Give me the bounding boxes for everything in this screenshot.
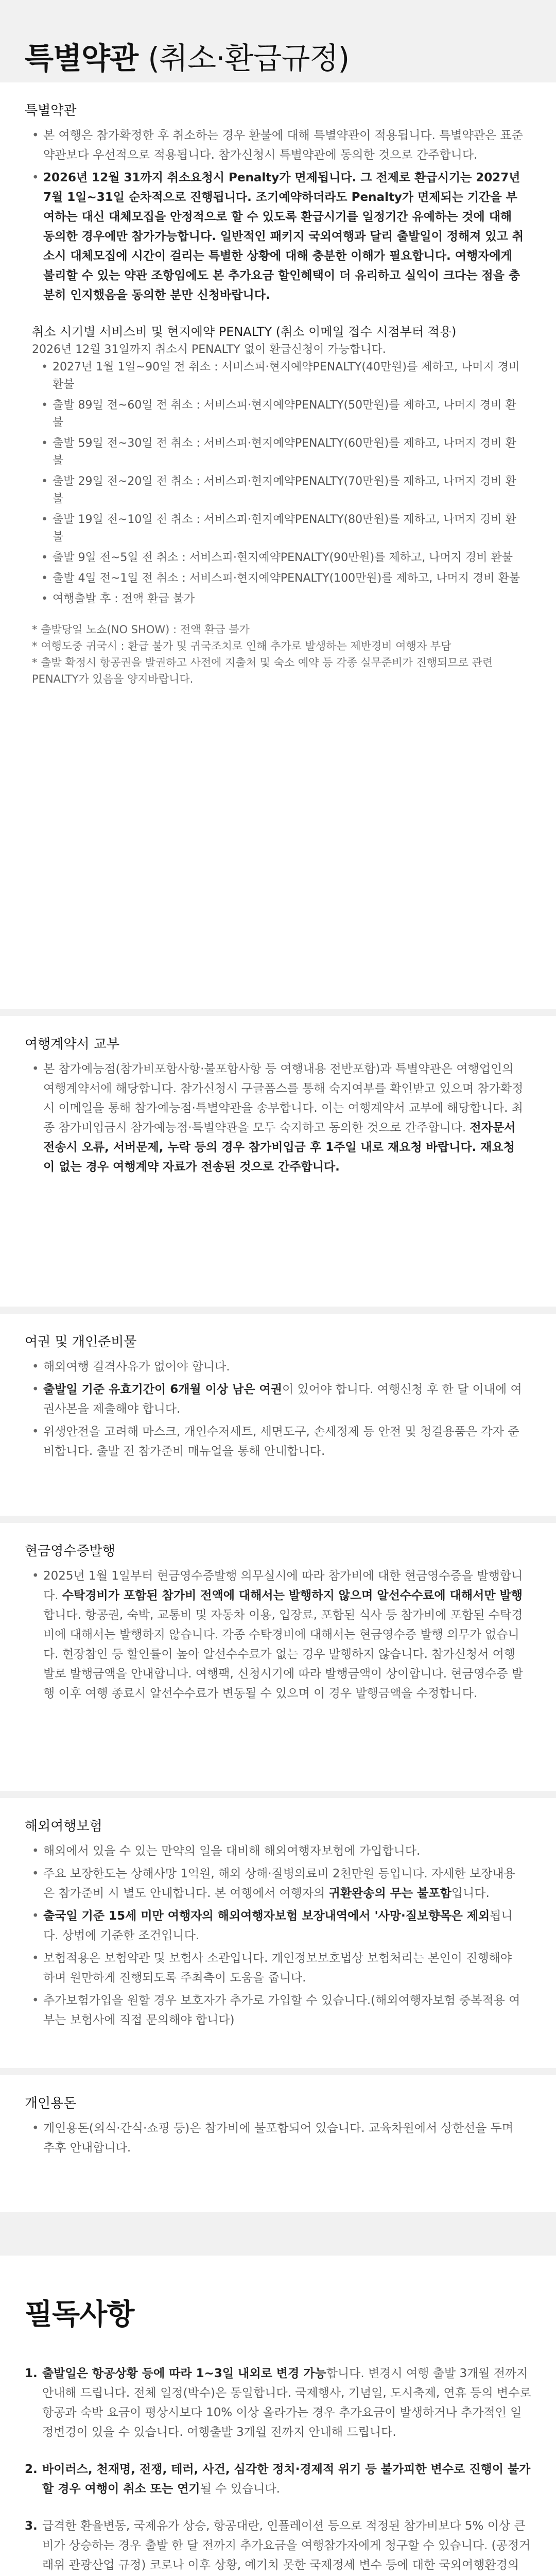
notice-item: 3. 급격한 환율변동, 국제유가 상승, 항공대란, 인플레이션 등으로 적정된 참가비보다 5% 이상 큰비가 상승하는 경우 출발 한 달 전까지 추가요금을 여행참가자에게 청구할 수 있습니다. (공정거래위 관광산업 규정) 코로나 이후 상황, 예기치 못한 국제정세 변수 등에 대한 국외여행환경의 xyxy=(25,2519,531,2572)
section-heading: 해외여행보험 xyxy=(25,1819,102,1834)
list-item: • 해외에서 있을 수 있는 만약의 일을 대비해 해외여행자보험에 가입합니다. xyxy=(32,1841,524,1861)
list-item: • 2026년 12월 31까지 취소요청시 Penalty가 면제됩니다. 그 전제로 환급시기는 2027년 7월 1일~31일 순차적으로 진행됩니다. 조기예약하더라도 Penalty가 면제되는 기간을 부여하는 대신 대체모집을 안정적으로 할 수 있도록 환급시기를 일정기간 유예하는 것에 대해 동의한 경우에만 참가가능합니다. 일반적인 패키지 국외여행과 달리 출발일이 정해져 있고 취소시 대체모집에 시간이 걸리는 특별한 상황에 대해 충분한 이해가 필요합니다. 여행자에게 불리할 수 있는 약관 조항임에도 본 추가요금 할인혜택이 더 유리하고 실익이 크다는 점을 충분히 인지했음을 동의한 분만 신청바랍니다. xyxy=(32,168,524,305)
personal-money-section xyxy=(0,2075,556,2212)
section-heading: 현금영수증발행 xyxy=(25,1544,115,1559)
contract-section xyxy=(0,1016,556,1307)
penalty-heading: 취소 시기별 서비스비 및 현지예약 PENALTY (취소 이메일 접수 시점부터 적용) xyxy=(32,325,457,339)
notice-item: 2. 바이러스, 천재명, 전쟁, 테러, 사건, 심각한 정치·경제적 위기 등 불가피한 변수로 진행이 불가할 경우 여행이 취소 또는 연기될 수 있습니다. xyxy=(25,2463,531,2496)
list-item: • 출발 29일 전~20일 전 취소 : 서비스피·현지예약PENALTY(70만원)를 제하고, 나머지 경비 환불 xyxy=(41,473,524,508)
note: * 출발 확정시 항공권을 발권하고 사전에 지출처 및 숙소 예약 등 각종 실무준비가 진행되므로 관련 PENALTY가 있음을 양지바랍니다. xyxy=(32,656,493,685)
list-item: • 본 여행은 참가확정한 후 취소하는 경우 환불에 대해 특별약관이 적용됩니다. 특별약관은 표준약관보다 우선적으로 적용됩니다. 참가신청시 특별약관에 동의한 것으로 간주합니다. xyxy=(32,126,524,165)
passport-section xyxy=(0,1314,556,1516)
list-item: • 출발 9일 전~5일 전 취소 : 서비스피·현지예약PENALTY(90만원)를 제하고, 나머지 경비 환불 xyxy=(41,549,524,567)
list-item: • 추가보험가입을 원할 경우 보호자가 추가로 가입할 수 있습니다.(해외여행자보험 중복적용 여부는 보험사에 직접 문의해야 합니다) xyxy=(32,1991,524,2030)
list-item: • 출발 89일 전~60일 전 취소 : 서비스피·현지예약PENALTY(50만원)를 제하고, 나머지 경비 환불 xyxy=(41,397,524,432)
list-item: • 주요 보장한도는 상해사망 1억원, 해외 상해·질병의료비 2천만원 등입니다. 자세한 보장내용은 참가준비 시 별도 안내합니다. 본 여행에서 여행자의 귀환완송의 무는 불포함입니다. xyxy=(32,1864,524,1903)
penalty-intro: 2026년 12월 31일까지 취소시 PENALTY 없이 환급신청이 가능합니다. xyxy=(32,343,386,356)
notice-section xyxy=(0,2256,556,2576)
insurance-section xyxy=(0,1798,556,2068)
list-item: • 출국일 기준 15세 미만 여행자의 해외여행자보험 보장내역에서 '사망·질보향목은 제외됩니다. 상법에 기준한 조건입니다. xyxy=(32,1906,524,1945)
divider xyxy=(0,2219,556,2256)
section-heading: 특별약관 xyxy=(25,103,77,118)
list-item: • 개인용돈(외식·간식·쇼핑 등)은 참가비에 불포함되어 있습니다. 교육차원에서 상한선을 두며 추후 안내합니다. xyxy=(32,2119,524,2158)
title-bar xyxy=(0,0,556,82)
section-heading: 여권 및 개인준비물 xyxy=(25,1334,137,1350)
penalty-notes xyxy=(32,621,524,687)
section-heading: 여행계약서 교부 xyxy=(25,1037,120,1052)
section-heading: 개인용돈 xyxy=(25,2096,77,2111)
list-item: • 2025년 1월 1일부터 현금영수증발행 의무실시에 따라 참가비에 대한 현금영수증을 발행합니다. 수탁경비가 포함된 참가비 전액에 대해서는 발행하지 않으며 알선수수료에 대해서만 발행합니다. 항공권, 숙박, 교통비 및 자동차 이용, 입장료, 포함된 식사 등 참가비에 포함된 수탁경비에 대해서는 발행하지 않습니다. 각종 수탁경비에 대해서는 현금영수증 발행 의무가 없습니다. 현장참인 등 할인률이 높아 알선수수료가 없는 경우 발행하지 않습니다. 참가신청서 여행발로 발행금액을 안내합니다. 여행팩, 신청시기에 따라 발행금액이 상이합니다. 현금영수증 발행 이후 여행 종료시 알선수수료가 변동될 수 있으며 이 경우 발행금액을 수정합니다. xyxy=(32,1566,524,1703)
page-title: 특별약관 (취소·환급규정) xyxy=(25,41,350,76)
list-item: • 출발일 기준 유효기간이 6개월 이상 남은 여권이 있어야 합니다. 여행신청 후 한 달 이내에 여권사본을 제출해야 합니다. xyxy=(32,1380,524,1419)
receipt-section xyxy=(0,1523,556,1791)
special-terms-section xyxy=(0,82,556,1009)
list-item: • 출발 19일 전~10일 전 취소 : 서비스피·현지예약PENALTY(80만원)를 제하고, 나머지 경비 환불 xyxy=(41,511,524,546)
penalty-list xyxy=(32,359,524,608)
list-item: • 보험적용은 보험약관 및 보험사 소관입니다. 개인정보보호법상 보험처리는 본인이 진행해야 하며 원만하게 진행되도록 주최측이 도움을 줍니다. xyxy=(32,1948,524,1988)
list-item: • 여행출발 후 : 전액 환급 불가 xyxy=(41,590,524,608)
list-item: • 2027년 1월 1일~90일 전 취소 : 서비스피·현지예약PENALTY(40만원)를 제하고, 나머지 경비 환불 xyxy=(41,359,524,394)
notice-item: 1. 출발일은 항공상황 등에 따라 1~3일 내외로 변경 가능합니다. 변경시 여행 출발 3개월 전까지 안내해 드립니다. 전체 일정(박수)은 동일합니다. 국제행사, 기념일, 도시축제, 연휴 등의 변수로 항공과 숙박 요금이 평상시보다 10% 이상 올라가는 경우 추가요금이 발생하거나 추가적인 일정변경이 있을 수 있습니다. 여행출발 3개월 전까지 안내해 드립니다. xyxy=(25,2367,531,2439)
list-item: • 출발 59일 전~30일 전 취소 : 서비스피·현지예약PENALTY(60만원)를 제하고, 나머지 경비 환불 xyxy=(41,435,524,470)
list-item: • 출발 4일 전~1일 전 취소 : 서비스피·현지예약PENALTY(100만원)를 제하고, 나머지 경비 환불 xyxy=(41,570,524,587)
note: * 출발당일 노쇼(NO SHOW) : 전액 환급 불가 xyxy=(32,623,250,636)
note: * 여행도중 귀국시 : 환급 불가 및 귀국조치로 인해 추가로 발생하는 제반경비 여행자 부담 xyxy=(32,640,451,652)
list-item: • 위생안전을 고려해 마스크, 개인수저세트, 세면도구, 손세정제 등 안전 및 청결용품은 각자 준비합니다. 출발 전 참가준비 매뉴얼을 통해 안내합니다. xyxy=(32,1422,524,1461)
notice-title: 필독사항 xyxy=(25,2298,134,2331)
list-item: • 해외여행 결격사유가 없어야 합니다. xyxy=(32,1357,524,1377)
list-item: • 본 참가예능점(참가비포함사항·불포함사항 등 여행내용 전반포함)과 특별약관은 여행업인의 여행계약서에 해당합니다. 참가신청시 구글폼스를 통해 숙지여부를 확인받고 있으며 참가확정시 이메일을 통해 참가예능점·특별약관을 송부합니다. 이는 여행계약서 교부에 해당합니다. 최종 참가비입금시 참가예능점·특별약관을 모두 숙지하고 동의한 것으로 간주합니다. 전자문서 전송시 오류, 서버문제, 누락 등의 경우 참가비입금 후 1주일 내로 재요청 바랍니다. 재요청이 없는 경우 여행계약 자료가 전송된 것으로 간주합니다. xyxy=(32,1059,524,1177)
